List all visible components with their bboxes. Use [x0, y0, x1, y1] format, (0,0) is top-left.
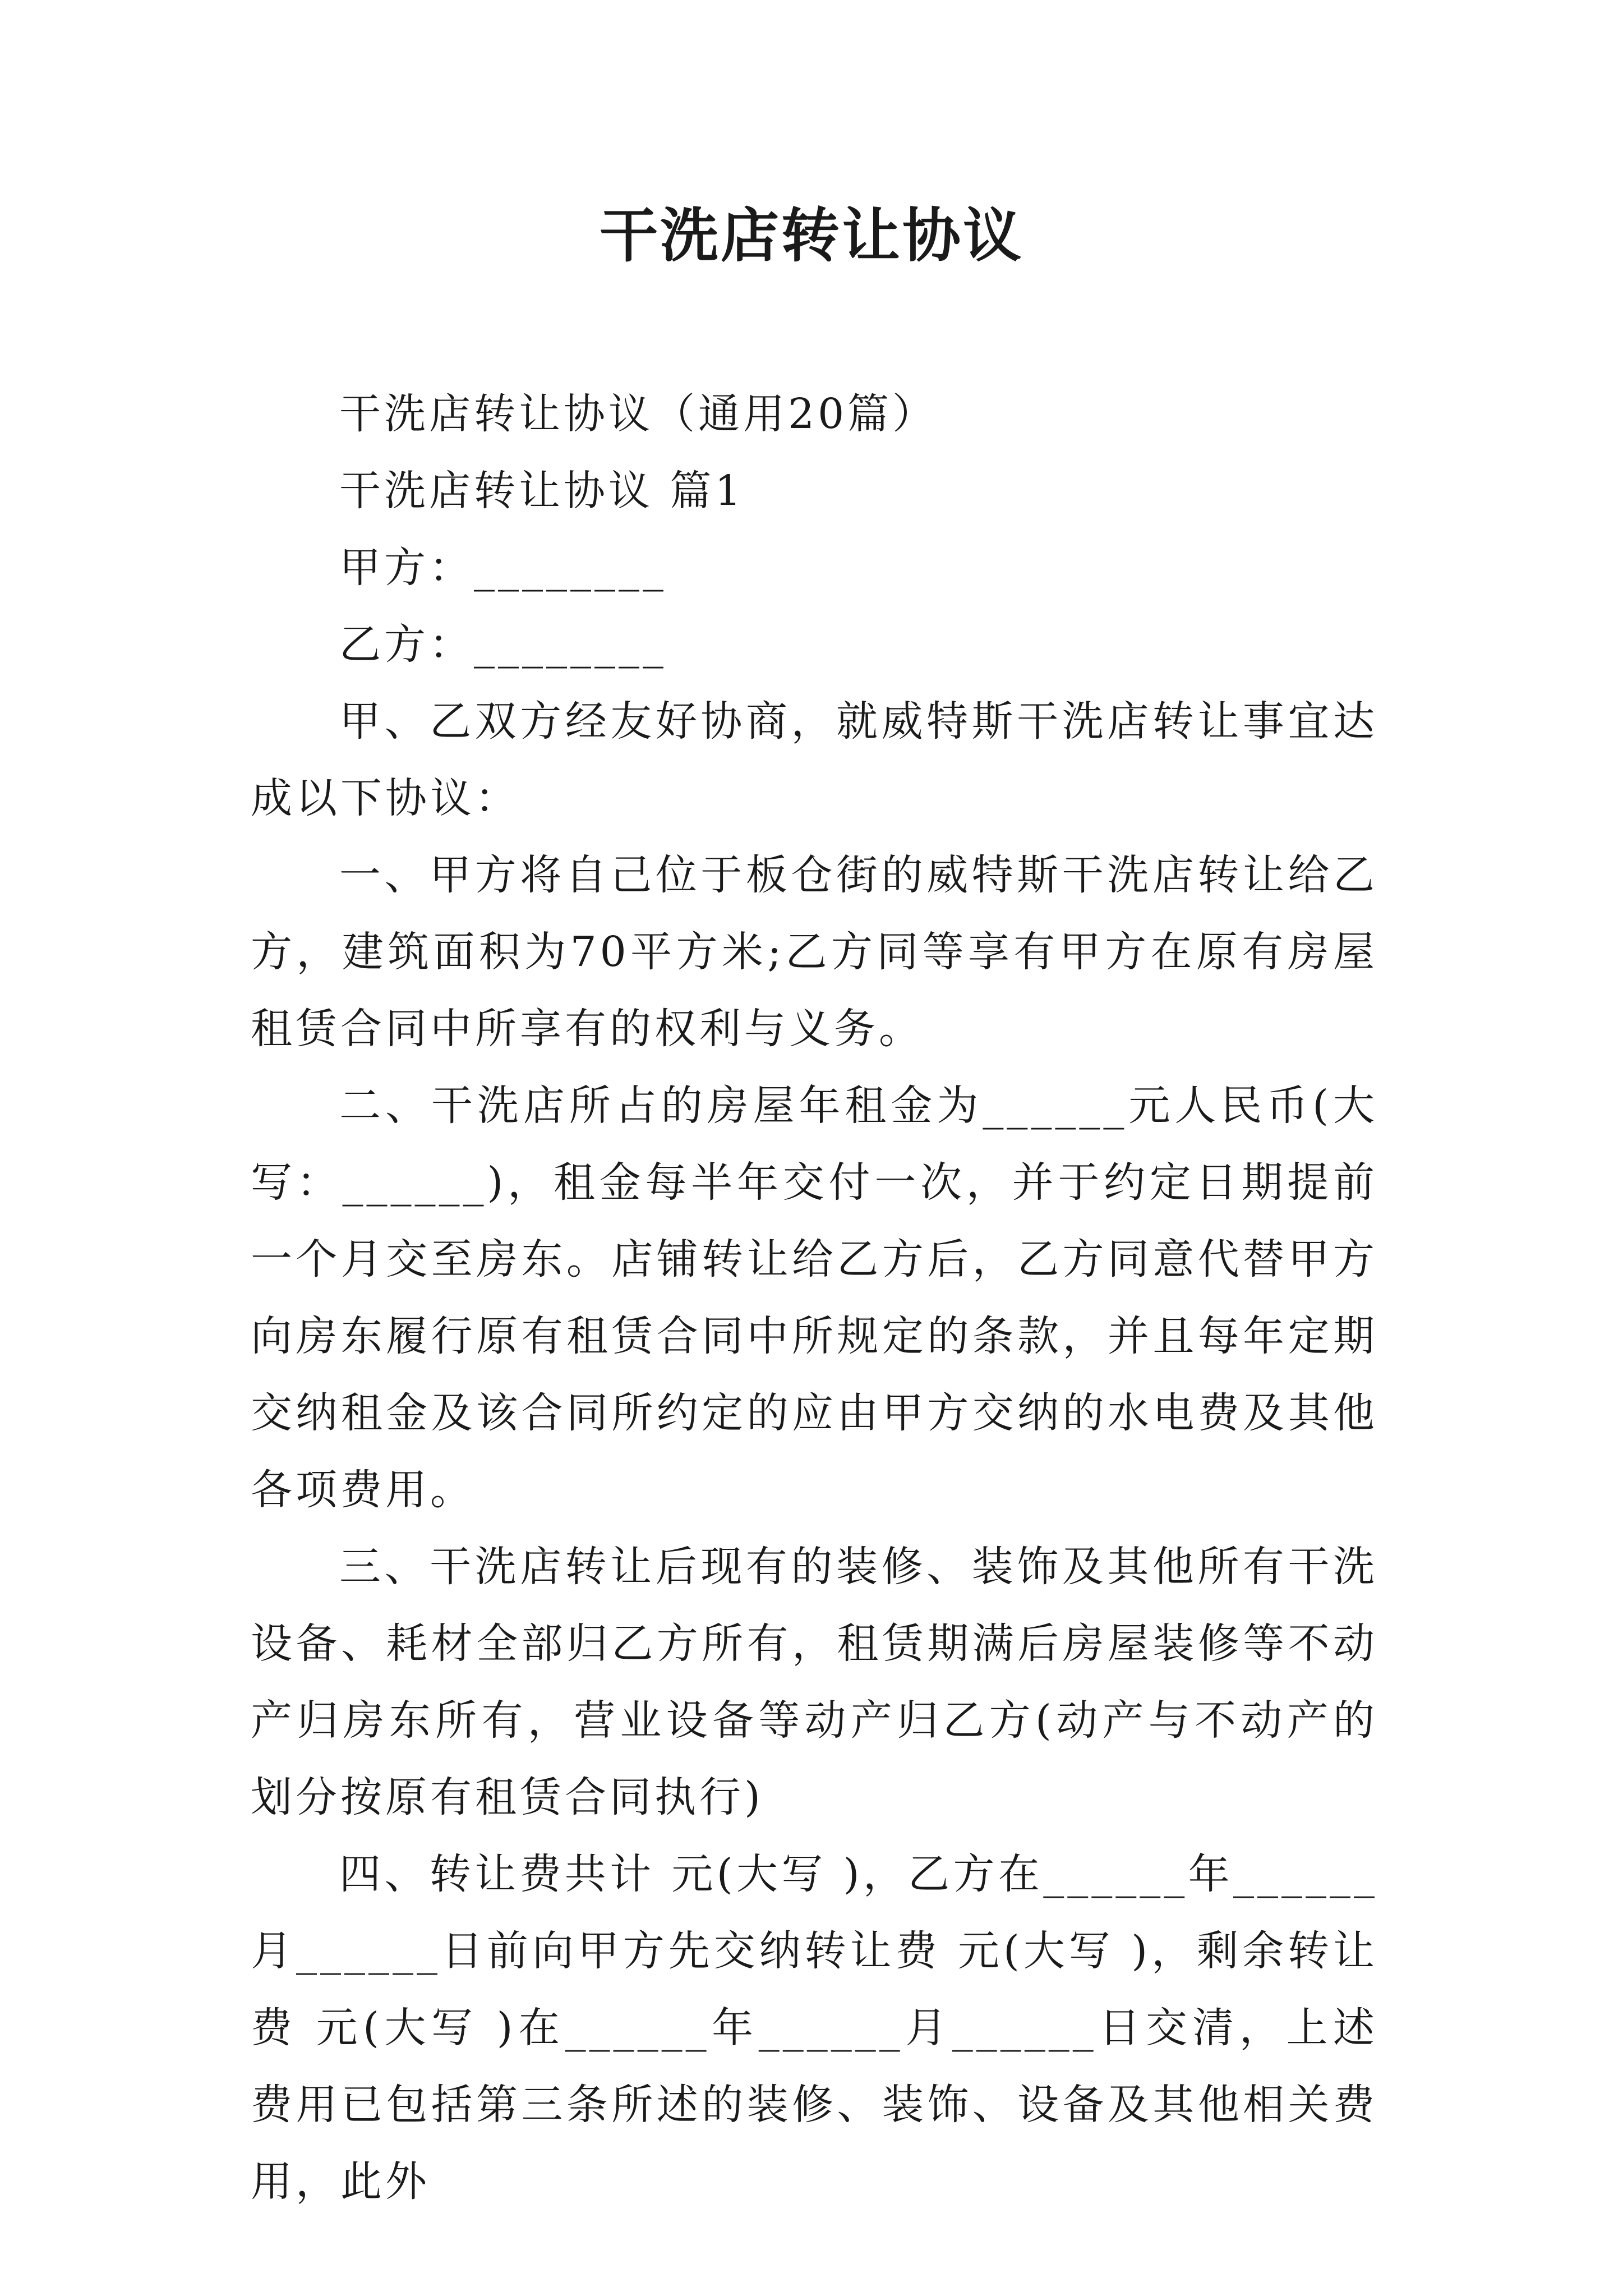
party-b-line: 乙方：________ — [339, 620, 667, 669]
clause-1: 一、甲方将自己位于板仓街的威特斯干洗店转让给乙方，建筑面积为70平方米;乙方同等享有甲方在原有房屋租赁合同中所享有的权利与义务。 — [251, 851, 1378, 1053]
subtitle-paragraph: 干洗店转让协议（通用20篇） — [339, 390, 938, 438]
party-a-line: 甲方：________ — [339, 544, 667, 592]
clause-2: 二、干洗店所占的房屋年租金为______元人民币(大写：______)，租金每半年交付一次，并于约定日期提前一个月交至房东。店铺转让给乙方后，乙方同意代替甲方向房东履行原有租赁合同中所规定的条款，并且每年定期交纳租金及该合同所约定的应由甲方交纳的水电费及其他各项费用。 — [251, 1082, 1378, 1514]
section-heading: 干洗店转让协议 篇1 — [339, 467, 745, 515]
intro-paragraph: 甲、乙双方经友好协商，就威特斯干洗店转让事宜达成以下协议： — [251, 697, 1378, 822]
document-title: 干洗店转让协议 — [599, 201, 1023, 270]
clause-4: 四、转让费共计 元(大写 )，乙方在______年______月______日前向甲方先交纳转让费 元(大写 )，剩余转让费 元(大写 )在______年______月______日交清，上述费用已包括第三条所述的装修、装饰、设备及其他相关费用，此外 — [251, 1850, 1378, 2206]
document-body — [251, 376, 1378, 2220]
clause-3: 三、干洗店转让后现有的装修、装饰及其他所有干洗设备、耗材全部归乙方所有，租赁期满后房屋装修等不动产归房东所有，营业设备等动产归乙方(动产与不动产的划分按原有租赁合同执行) — [251, 1543, 1378, 1821]
